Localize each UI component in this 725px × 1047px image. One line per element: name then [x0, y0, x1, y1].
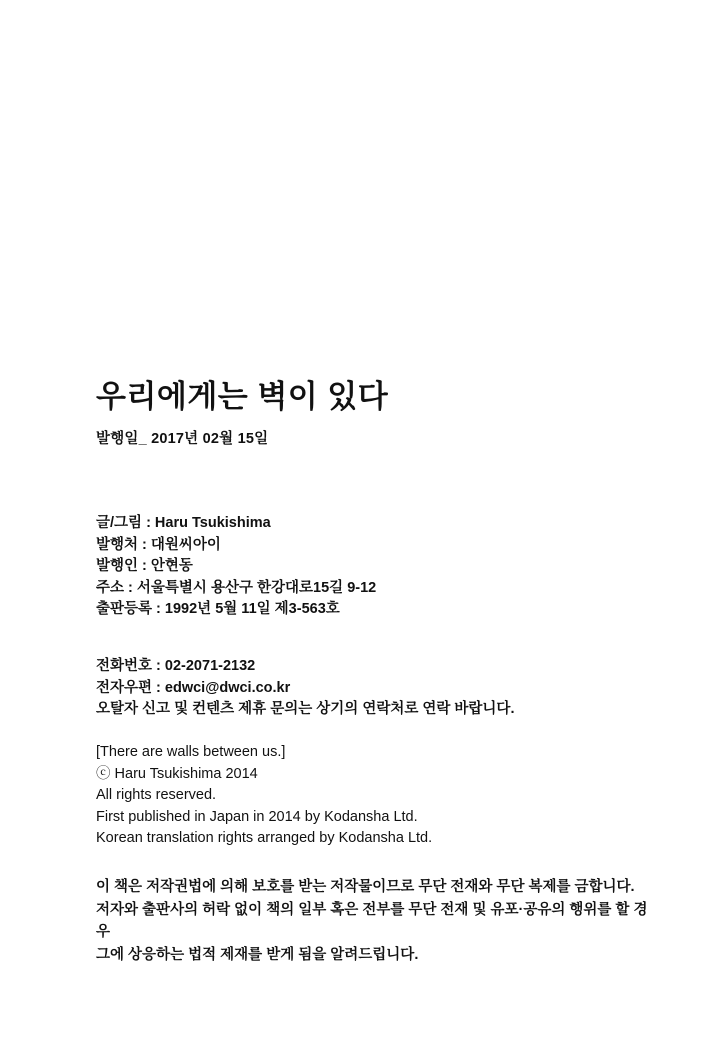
notice-line-1: 이 책은 저작권법에 의해 보호를 받는 저작물이므로 무단 전재와 무단 복제를 금합니다. — [96, 879, 635, 895]
credit-address: 주소 : 서울특별시 용산구 한강대로15길 9-12 — [96, 579, 377, 596]
english-copyright: ⓒ Haru Tsukishima 2014 — [96, 765, 258, 782]
contact-email-row — [96, 678, 656, 700]
english-rights-reserved: All rights reserved. — [96, 787, 217, 803]
english-first-published: First published in Japan in 2014 by Kodansha Ltd. — [96, 808, 418, 825]
english-translation-rights: Korean translation rights arranged by Kodansha Ltd. — [96, 830, 433, 846]
contact-note: 오탈자 신고 및 컨텐츠 제휴 문의는 상기의 연락처로 연락 바랍니다. — [96, 701, 515, 717]
contact-email-label: 전자우편 : — [96, 679, 165, 696]
contact-phone: 전화번호 : 02-2071-2132 — [96, 658, 256, 674]
english-rights-block — [96, 742, 656, 850]
notice-line-2: 저자와 출판사의 허락 없이 책의 일부 혹은 전부를 무단 전재 및 유포·공유의 행위를 할 경우 — [96, 901, 648, 940]
credit-registration: 출판등록 : 1992년 5월 11일 제3-563호 — [96, 601, 340, 617]
notice-line-3: 그에 상응하는 법적 제재를 받게 됨을 알려드립니다. — [96, 946, 419, 963]
colophon-header — [96, 378, 636, 448]
credits-block — [96, 513, 656, 621]
page-title: 우리에게는 벽이 있다 — [96, 379, 389, 414]
publish-date: 발행일_ 2017년 02월 15일 — [96, 431, 269, 448]
contact-block — [96, 656, 656, 721]
contact-email-link[interactable]: edwci@dwci.co.kr — [164, 679, 291, 696]
legal-notice-block — [96, 876, 656, 966]
english-title: [There are walls between us.] — [96, 744, 286, 760]
credit-author: 글/그림 : Haru Tsukishima — [96, 515, 271, 531]
credit-publisher-person: 발행인 : 안현동 — [96, 558, 193, 574]
credit-publisher: 발행처 : 대원씨아이 — [96, 536, 221, 553]
